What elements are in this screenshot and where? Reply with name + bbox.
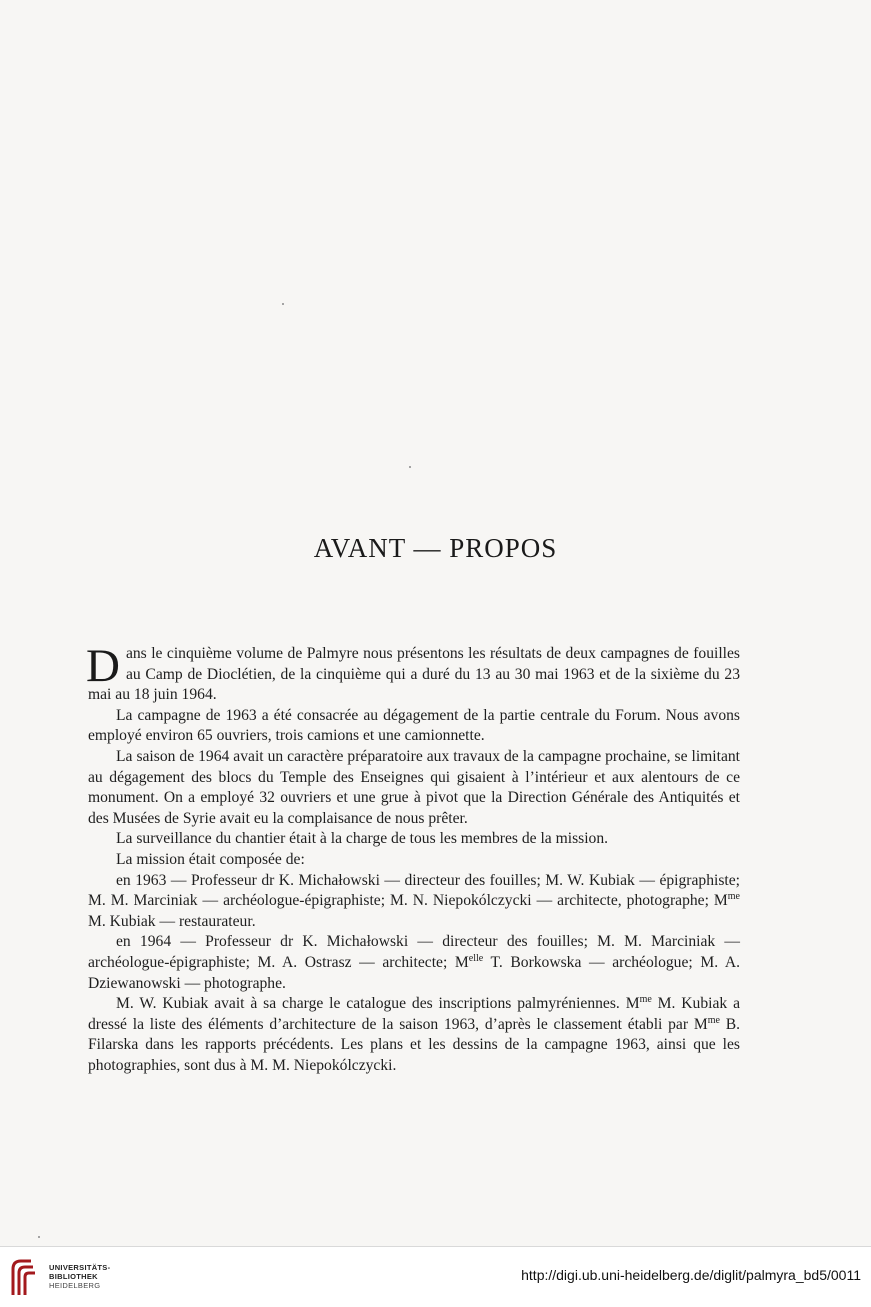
footer-bar <box>0 1246 871 1307</box>
paragraph-mission-1963: en 1963 — Professeur dr K. Michałowski — directeur des fouilles; M. W. Kubiak — épigraphiste; M. M. Marciniak — archéologue-épigraphiste; M. N. Niepokólczycki — architecte, photographe; $M^{me}$ M. Kubiak — restaurateur. <box>88 871 740 930</box>
paragraph-mission: La mission était composée de: <box>116 850 305 868</box>
page-speck <box>38 1236 40 1238</box>
library-logo-text[interactable]: UNIVERSITÄTS- BIBLIOTHEK HEIDELBERG <box>49 1263 111 1290</box>
paragraph-mission-1964: en 1964 — Professeur dr K. Michałowski — directeur des fouilles; M. M. Marciniak — archéologue-épigraphiste; M. A. Ostrasz — architecte; $M^{elle}$ T. Borkowska — archéologue; M. A. Dziewanowski — photographe. <box>88 933 740 992</box>
page-speck <box>282 303 284 305</box>
paragraph-1964: La saison de 1964 avait un caractère préparatoire aux travaux de la campagne prochaine, se limitant au dégagement des blocs du Temple des Enseignes qui gisaient à l’intérieur et aux alentours de ce monument. On a employé 32 ouvriers et une grue à pivot que la Direction Générale des Antiquités et des Musées de Syrie avait eu la complaisance de nous prêter. <box>88 747 740 827</box>
paragraph-surveillance: La surveillance du chantier était à la charge de tous les membres de la mission. <box>116 830 609 848</box>
drop-cap: D <box>86 640 120 692</box>
page-title: AVANT — PROPOS <box>313 533 558 563</box>
library-logo-icon[interactable] <box>9 1255 37 1299</box>
paragraph-intro: Dans le cinquième volume de Palmyre nous présentons les résultats de deux campagnes de fouilles au Camp de Dioclétien, de la cinquième qui a duré du 13 au 30 mai 1963 et de la sixième du 23 mai au 18 juin 1964. <box>86 640 740 704</box>
paragraph-1963: La campagne de 1963 a été consacrée au dégagement de la partie centrale du Forum. Nous avons employé environ 65 ouvriers, trois camions et une camionnette. <box>88 706 740 745</box>
page-speck <box>409 466 411 468</box>
paragraph-catalogue: M. W. Kubiak avait à sa charge le catalogue des inscriptions palmyréniennes. $M^{me}$ M. Kubiak a dressé la liste des éléments d’architecture de la saison 1963, d’après le classement établi par $M^{me}$ B. Filarska dans les rapports précédents. Les plans et les dessins de la campagne 1963, ainsi que les photographies, sont dus à M. M. Niepokólczycki. <box>88 994 741 1074</box>
body-text <box>86 640 741 1076</box>
source-url-link[interactable]: http://digi.ub.uni-heidelberg.de/diglit/palmyra_bd5/0011 <box>521 1267 861 1283</box>
